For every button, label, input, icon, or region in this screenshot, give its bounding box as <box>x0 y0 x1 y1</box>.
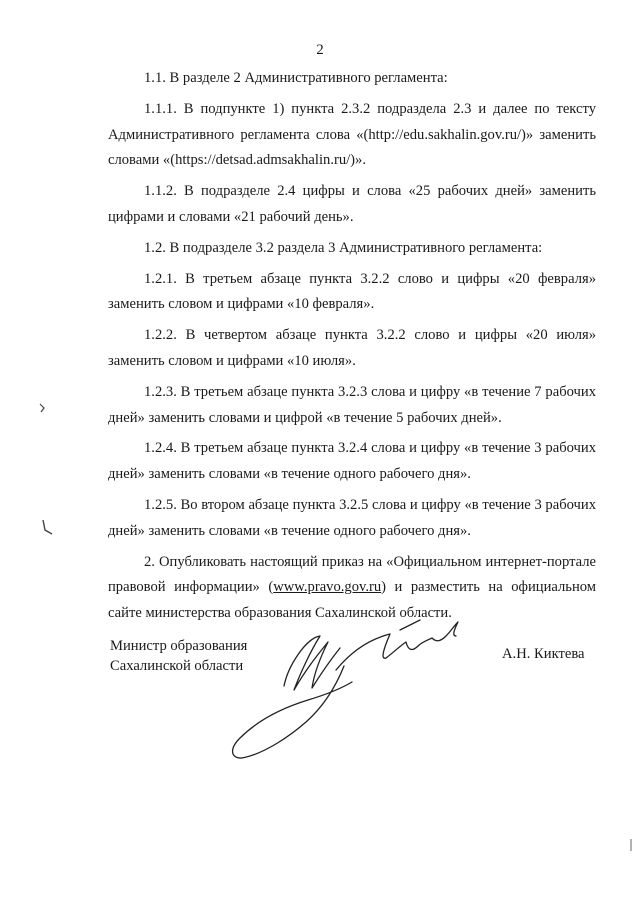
document-body <box>108 66 596 627</box>
signatory-title-line2: Сахалинской области <box>110 658 244 674</box>
scan-speck-mark <box>40 518 56 538</box>
signatory-title-line1: Министр образования <box>110 638 248 654</box>
page-number: 2 <box>316 42 324 58</box>
paragraph-1-2-4: 1.2.4. В третьем абзаце пункта 3.2.4 слова и цифру «в течение 3 рабочих дней» заменить словами «в течение одного рабочего дня». <box>108 440 596 483</box>
scan-edge-mark <box>628 838 634 852</box>
paragraph-1-1-2: 1.1.2. В подразделе 2.4 цифры и слова «25 рабочих дней» заменить цифрами и словами «21 рабочий день». <box>108 183 596 225</box>
paragraph-1-2-2: 1.2.2. В четвертом абзаце пункта 3.2.2 слово и цифры «20 июля» заменить словом и цифрами «10 июля». <box>108 327 596 369</box>
paragraph-1-1: 1.1. В разделе 2 Административного регламента: <box>144 70 448 86</box>
paragraph-1-2-3: 1.2.3. В третьем абзаце пункта 3.2.3 слова и цифру «в течение 7 рабочих дней» заменить словами и цифрой «в течение 5 рабочих дней». <box>108 383 596 426</box>
paragraph-1-2: 1.2. В подразделе 3.2 раздела 3 Административного регламента: <box>144 239 543 256</box>
paragraph-1-2-5: 1.2.5. Во втором абзаце пункта 3.2.5 слова и цифру «в течение 3 рабочих дней» заменить словами «в течение одного рабочего дня». <box>108 496 596 539</box>
paragraph-1-1-1: 1.1.1. В подпункте 1) пункта 2.3.2 подраздела 2.3 и далее по тексту Административного регламента слова «(http://edu.sakhalin.gov.ru/)» заменить словами «(https://detsad.admsakhalin.ru/)». <box>108 100 596 169</box>
scan-speck-mark <box>38 402 48 414</box>
pravo-link[interactable]: www.pravo.gov.ru <box>273 579 382 596</box>
paragraph-1-2-1: 1.2.1. В третьем абзаце пункта 3.2.2 слово и цифры «20 февраля» заменить словом и цифрами «10 февраля». <box>108 270 596 313</box>
handwritten-signature <box>224 608 474 768</box>
publish-text-before: 2. Опубликовать настоящий приказ на «Официальном интернет-портале правовой информации» ( <box>108 553 596 596</box>
publish-text-after: ) и разместить на официальном сайте министерства образования Сахалинской области. <box>108 579 597 622</box>
signatory-name: А.Н. Киктева <box>502 646 585 662</box>
